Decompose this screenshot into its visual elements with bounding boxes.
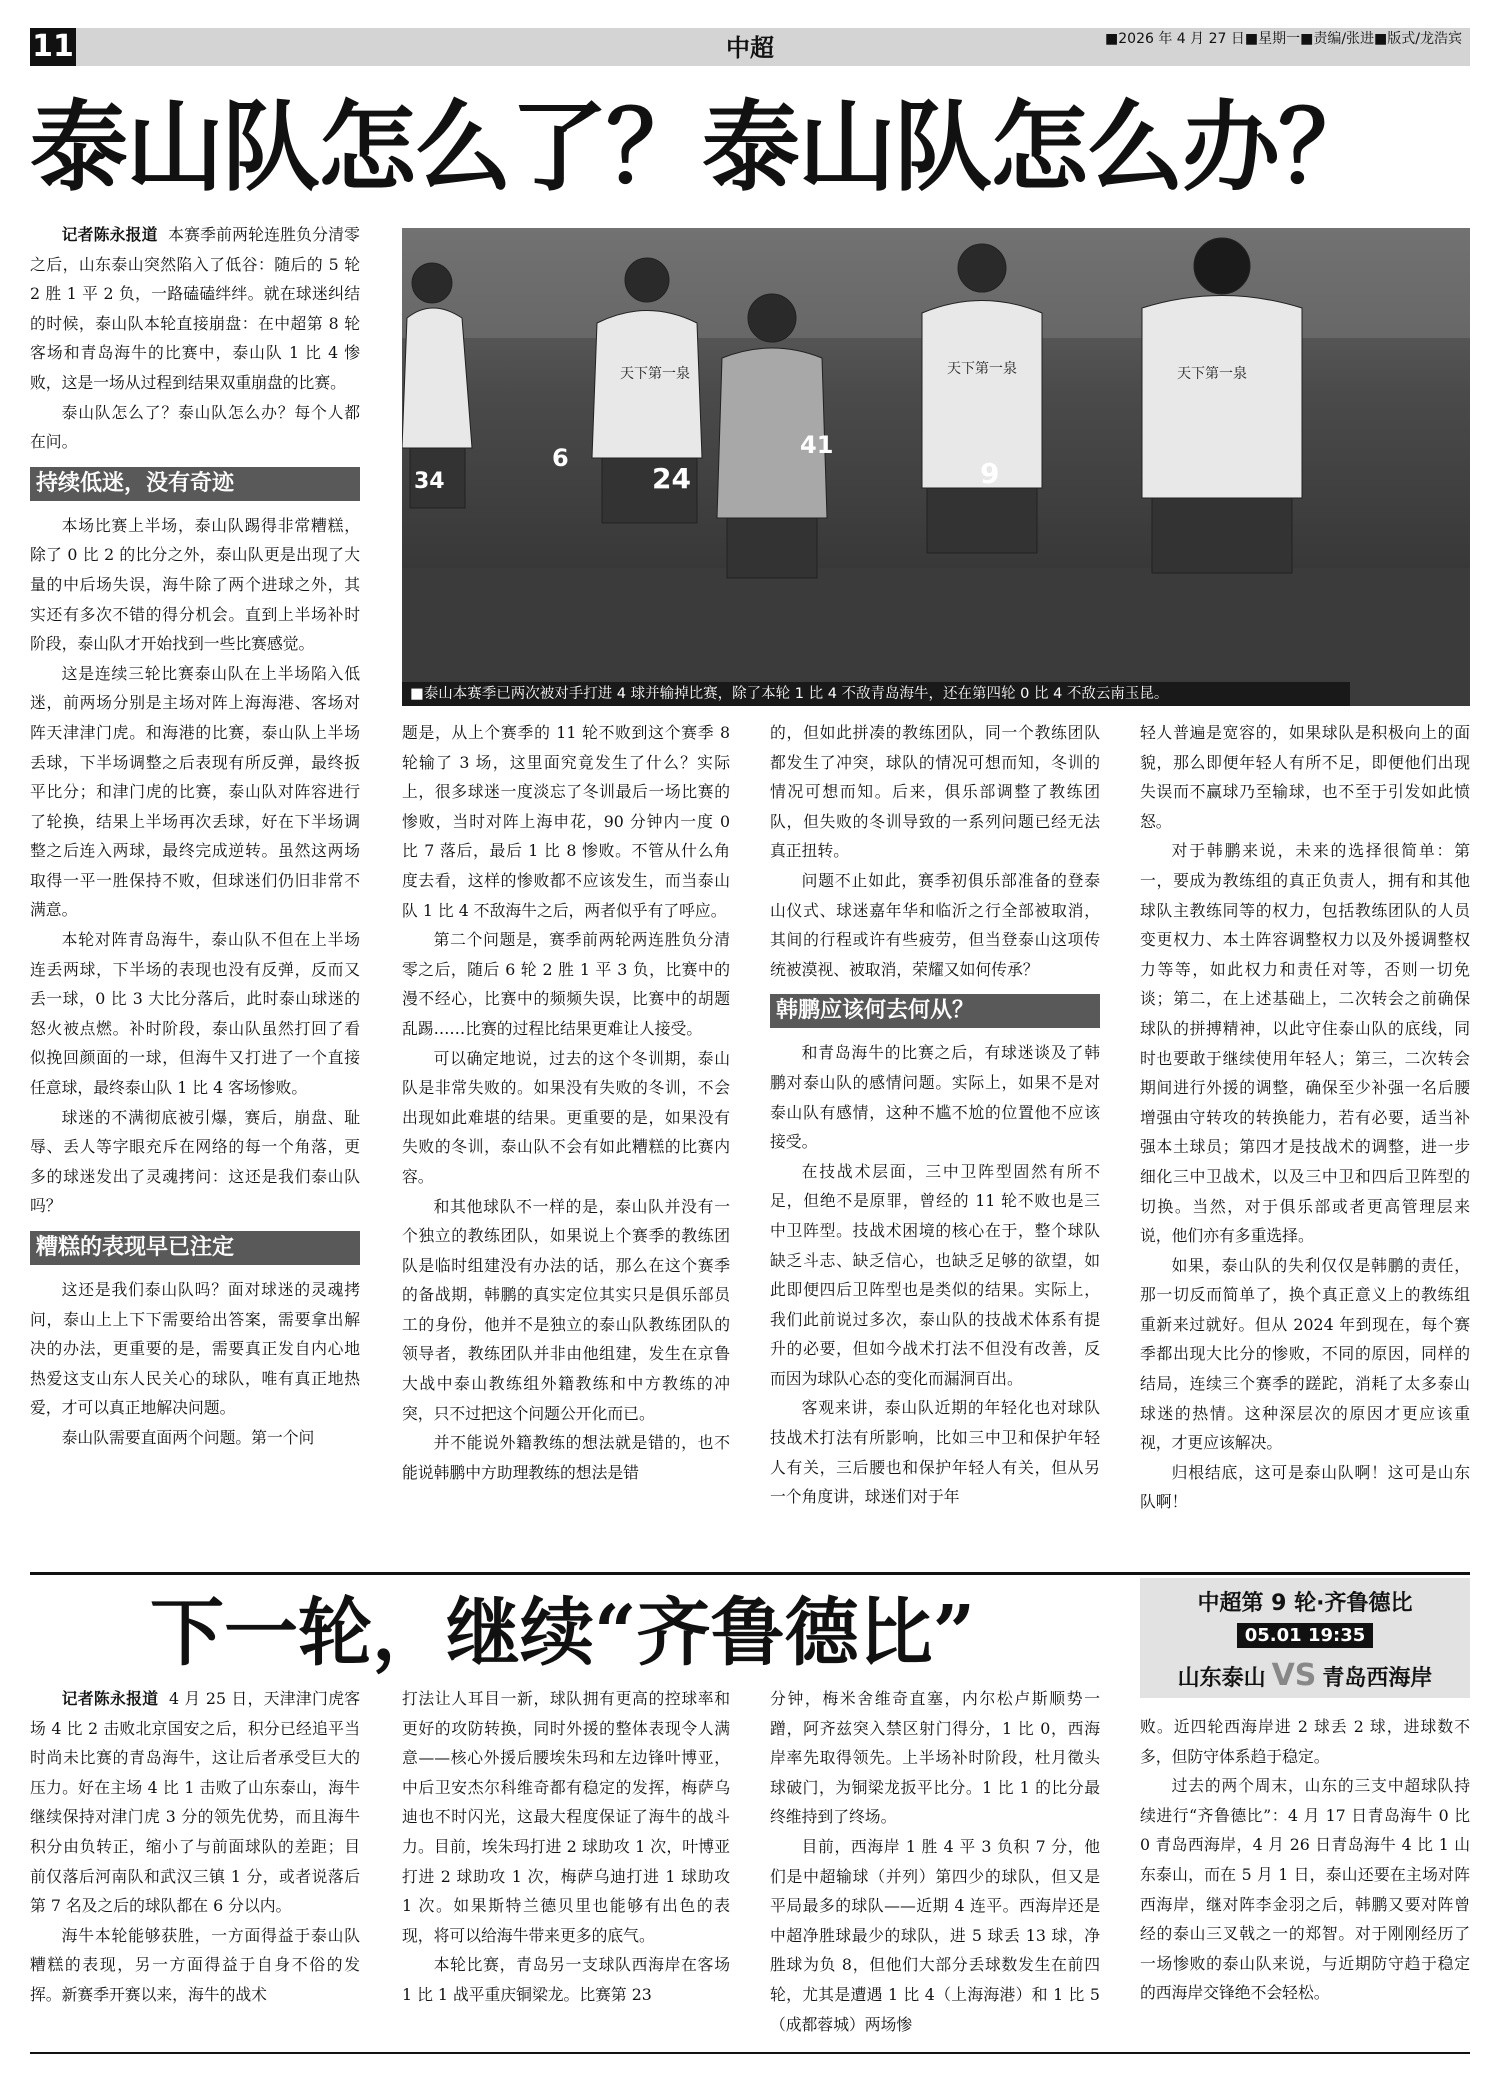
jersey-number: 6 <box>552 444 569 472</box>
main-headline: 泰山队怎么了？泰山队怎么办？ <box>30 90 1375 205</box>
section-divider <box>30 1572 1470 1575</box>
subheading: 糟糕的表现早已注定 <box>30 1231 360 1265</box>
article1-col1 <box>30 220 360 1453</box>
paragraph: 和其他球队不一样的是，泰山队并没有一个独立的教练团队，如果说上个赛季的教练团队是临时组建没有办法的话，那么在这个赛季的备战期，韩鹏的真实定位其实只是俱乐部员工的身份，他并不是独立的泰山队教练团队的领导者，教练团队并非由他组建，发生在京鲁大战中泰山教练组外籍教练和中方教练的冲突，只不过把这个问题公开化而已。 <box>402 1196 730 1423</box>
article2-col3 <box>770 1684 1100 2039</box>
article2-col2 <box>402 1684 730 2010</box>
paragraph: 本轮比赛，青岛另一支球队西海岸在客场 1 比 1 战平重庆铜梁龙。比赛第 23 <box>402 1955 730 2004</box>
bottom-rule <box>30 2052 1470 2054</box>
section-name: 中超 <box>726 34 774 62</box>
subheading: 韩鹏应该何去何从？ <box>770 994 1100 1028</box>
article1-col4 <box>1140 718 1470 1517</box>
paragraph: 过去的两个周末，山东的三支中超球队持续进行“齐鲁德比”：4 月 17 日青岛海牛 0 比 0 青岛西海岸，4 月 26 日青岛海牛 4 比 1 山东泰山，而在 5 月 1 日，泰山还要在主场对阵西海岸，继对阵李金羽之后，韩鹏又要对阵曾经的泰山三叉戟之一的郑智。对于刚刚经历了一场惨败的泰山队来说，与近期防守趋于稳定的西海岸交锋绝不会轻松。 <box>1140 1776 1470 2003</box>
shirt-text: 天下第一泉 <box>1177 366 1247 382</box>
paragraph: 问题不止如此，赛季初俱乐部准备的登泰山仪式、球迷嘉年华和临沂之行全部被取消，其间的行程或许有些疲劳，但当登泰山这项传统被漠视、被取消，荣耀又如何传承？ <box>770 870 1100 979</box>
match-teams <box>1140 1658 1470 1693</box>
paragraph: 泰山队需要直面两个问题。第一个问 <box>61 1427 315 1447</box>
paragraph: 第二个问题是，赛季前两轮两连胜负分清零之后，随后 6 轮 2 胜 1 平 3 负，比赛中的漫不经心，比赛中的频频失误，比赛中的胡题乱踢……比赛的过程比结果更难让人接受。 <box>402 930 730 1038</box>
paragraph: 本轮对阵青岛海牛，泰山队不但在上半场连丢两球，下半场的表现也没有反弹，反而又丢一球，0 比 3 大比分落后，此时泰山球迷的怒火被点燃。补时阶段，泰山队虽然打回了看似挽回颜面的一球，但海牛又打进了一个直接任意球，最终泰山队 1 比 4 客场惨败。 <box>30 930 360 1098</box>
paragraph: 海牛本轮能够获胜，一方面得益于泰山队糟糕的表现，另一方面得益于自身不俗的发挥。新赛季开赛以来，海牛的战术 <box>30 1925 360 2004</box>
paragraph: 归根结底，这可是泰山队啊！这可是山东队啊！ <box>1140 1462 1470 1512</box>
paragraph: 泰山队怎么了？泰山队怎么办？每个人都在问。 <box>30 402 360 452</box>
shirt-text: 天下第一泉 <box>620 366 690 382</box>
paragraph: 球迷的不满彻底被引爆，赛后，崩盘、耻辱、丢人等字眼充斥在网络的每一个角落，更多的球迷发出了灵魂拷问：这还是我们泰山队吗？ <box>30 1107 360 1216</box>
article2-col1 <box>30 1684 360 2010</box>
paragraph: 的，但如此拼凑的教练团队，同一个教练团队都发生了冲突，球队的情况可想而知，冬训的情况可想而知。后来，俱乐部调整了教练团队，但失败的冬训导致的一系列问题已经无法真正扭转。 <box>770 723 1100 861</box>
match-photo <box>402 228 1470 706</box>
paragraph: 对于韩鹏来说，未来的选择很简单：第一，要成为教练组的真正负责人，拥有和其他球队主教练同等的权力，包括教练团队的人员变更权力、本土阵容调整权力以及外援调整权力等等，如此权力和责任对等，否则一切免谈；第二，在上述基础上，二次转会之前确保球队的拼搏精神，以此守住泰山队的底线，同时也要敢于继续使用年轻人；第三，二次转会期间进行外援的调整，确保至少补强一名后腰增强由守转攻的转换能力，若有必要，适当补强本土球员；第四才是技战术的调整，进一步细化三中卫战术，以及三中卫和四后卫阵型的切换。当然，对于俱乐部或者更高管理层来说，他们亦有多重选择。 <box>1140 841 1470 1246</box>
byline: 记者陈永报道 <box>61 225 158 244</box>
jersey-number: 24 <box>652 462 691 495</box>
paragraph: 这还是我们泰山队吗？面对球迷的灵魂拷问，泰山上上下下需要给出答案，需要拿出解决的办法，更重要的是，需要真正发自内心地热爱这支山东人民关心的球队，唯有真正地热爱，才可以真正地解决问题。 <box>30 1280 360 1418</box>
page-number: 11 <box>30 28 76 66</box>
subheading: 持续低迷，没有奇迹 <box>30 467 360 501</box>
paragraph: 并不能说外籍教练的想法就是错的，也不能说韩鹏中方助理教练的想法是错 <box>402 1433 730 1482</box>
players-illustration <box>402 228 1470 706</box>
jersey-number: 41 <box>800 431 834 459</box>
dateline: ■2026 年 4 月 27 日■星期一■责编/张进■版式/龙浩宾 <box>1105 31 1462 47</box>
paragraph: 可以确定地说，过去的这个冬训期，泰山队是非常失败的。如果没有失败的冬训，不会出现如此难堪的结果。更重要的是，如果没有失败的冬训，泰山队不会有如此糟糕的比赛内容。 <box>402 1048 730 1186</box>
paragraph: 题是，从上个赛季的 11 轮不败到这个赛季 8 轮输了 3 场，这里面究竟发生了什么？实际上，很多球迷一度淡忘了冬训最后一场比赛的惨败，当时对阵上海申花，90 分钟内一度 0 比 7 落后，最后 1 比 8 惨败。不管从什么角度去看，这样的惨败都不应该发生，而当泰山队 1 比 4 不敌海牛之后，两者似乎有了呼应。 <box>402 723 730 920</box>
paragraph: 轻人普遍是宽容的，如果球队是积极向上的面貌，那么即便年轻人有所不足，即便他们出现失误而不赢球乃至输球，也不至于引发如此愤怒。 <box>1140 723 1470 831</box>
match-title: 中超第 9 轮·齐鲁德比 <box>1197 1591 1413 1616</box>
paragraph: 分钟，梅米舍维奇直塞，内尔松卢斯顺势一蹭，阿齐兹突入禁区射门得分，1 比 0，西海岸率先取得领先。上半场补时阶段，杜月徵头球破门，为铜梁龙扳平比分。1 比 1 的比分最终维持到了终场。 <box>770 1689 1100 1827</box>
match-time: 05.01 19:35 <box>1237 1623 1374 1648</box>
paragraph: 在技战术层面，三中卫阵型固然有所不足，但绝不是原罪，曾经的 11 轮不败也是三中卫阵型。技战术困境的核心在于，整个球队缺乏斗志、缺乏信心，也缺乏足够的欲望，如此即便四后卫阵型也是类似的结果。实际上，我们此前说过多次，泰山队的技战术体系有提升的必要，但如今战术打法不但没有改善，反而因为球队心态的变化而漏洞百出。 <box>770 1161 1100 1388</box>
paragraph: 本场比赛上半场，泰山队踢得非常糟糕，除了 0 比 2 的比分之外，泰山队更是出现了大量的中后场失误，海牛除了两个进球之外，其实还有多次不错的得分机会。直到上半场补时阶段，泰山队才开始找到一些比赛感觉。 <box>30 515 360 654</box>
photo-caption: ■泰山本赛季已两次被对手打进 4 球并输掉比赛，除了本轮 1 比 4 不敌青岛海牛，还在第四轮 0 比 4 不敌云南玉昆。 <box>402 682 1350 706</box>
jersey-number: 34 <box>414 469 445 494</box>
paragraph: 和青岛海牛的比赛之后，有球迷谈及了韩鹏对泰山队的感情问题。实际上，如果不是对泰山队有感情，这种不尴不尬的位置他不应该接受。 <box>770 1043 1100 1152</box>
vs-label: VS <box>1271 1658 1317 1693</box>
article1-col2 <box>402 718 730 1487</box>
paragraph: 这是连续三轮比赛泰山队在上半场陷入低迷，前两场分别是主场对阵上海海港、客场对阵天津津门虎。和海港的比赛，泰山队上半场丢球，下半场调整之后表现有所反弹，最终扳平比分；和津门虎的比赛，泰山队对阵容进行了轮换，结果上半场再次丢球，好在下半场调整之后连入两球，最终完成逆转。虽然这两场取得一平一胜保持不败，但球迷们仍旧非常不满意。 <box>30 663 360 920</box>
paragraph: 目前，西海岸 1 胜 4 平 3 负积 7 分，他们是中超输球（并列）第四少的球队，但又是平局最多的球队——近期 4 连平。西海岸还是中超净胜球最少的球队，进 5 球丢 13 球，净胜球为负 8，但他们大部分丢球数发生在前四轮，尤其是遭遇 1 比 4（上海海港）和 1 比 5（成都蓉城）两场惨 <box>770 1836 1100 2034</box>
shirt-text: 天下第一泉 <box>947 361 1017 377</box>
paragraph: 客观来讲，泰山队近期的年轻化也对球队技战术打法有所影响，比如三中卫和保护年轻人有关，三后腰也和保护年轻人有关，但从另一个角度讲，球迷们对于年 <box>770 1398 1100 1507</box>
secondary-headline: 下一轮，继续“齐鲁德比” <box>150 1590 976 1676</box>
paragraph: 败。近四轮西海岸进 2 球丢 2 球，进球数不多，但防守体系趋于稳定。 <box>1140 1717 1470 1766</box>
paragraph: 打法让人耳目一新，球队拥有更高的控球率和更好的攻防转换，同时外援的整体表现令人满意——核心外援后腰埃朱玛和左边锋叶博亚，中后卫安杰尔科维奇都有稳定的发挥，梅萨乌迪也不时闪光，这最大程度保证了海牛的战斗力。目前，埃朱玛打进 2 球助攻 1 次，叶博亚打进 2 球助攻 1 次，梅萨乌迪打进 1 球助攻 1 次。如果斯特兰德贝里也能够有出色的表现，将可以给海牛带来更多的底气。 <box>402 1689 730 1945</box>
away-team: 青岛西海岸 <box>1322 1666 1433 1691</box>
paragraph: 本赛季前两轮连胜负分清零之后，山东泰山突然陷入了低谷：随后的 5 轮 2 胜 1 平 2 负，一路磕磕绊绊。就在球迷纠结的时候，泰山队本轮直接崩盘：在中超第 8 轮客场和青岛海牛的比赛中，泰山队 1 比 4 惨败，这是一场从过程到结果双重崩盘的比赛。 <box>30 225 360 392</box>
paragraph: 4 月 25 日，天津津门虎客场 4 比 2 击败北京国安之后，积分已经追平当时尚未比赛的青岛海牛，这让后者承受巨大的压力。好在主场 4 比 1 击败了山东泰山，海牛继续保持对津门虎 3 分的领先优势，而且海牛积分由负转正，缩小了与前面球队的差距；目前仅落后河南队和武汉三镇 1 分，或者说落后第 7 名及之后的球队都在 6 分以内。 <box>30 1689 360 1916</box>
jersey-number: 9 <box>980 457 1000 490</box>
match-info-box <box>1140 1578 1470 1698</box>
article2-col4 <box>1140 1712 1470 2008</box>
paragraph: 如果，泰山队的失利仅仅是韩鹏的责任，那一切反而简单了，换个真正意义上的教练组重新来过就好。但从 2024 年到现在，每个赛季都出现大比分的惨败，不同的原因，同样的结局，连续三个赛季的蹉跎，消耗了太多泰山球迷的热情。这种深层次的原因才更应该重视，才更应该解决。 <box>1140 1255 1470 1453</box>
byline: 记者陈永报道 <box>61 1689 159 1708</box>
home-team: 山东泰山 <box>1177 1666 1266 1691</box>
article1-col3 <box>770 718 1100 1512</box>
